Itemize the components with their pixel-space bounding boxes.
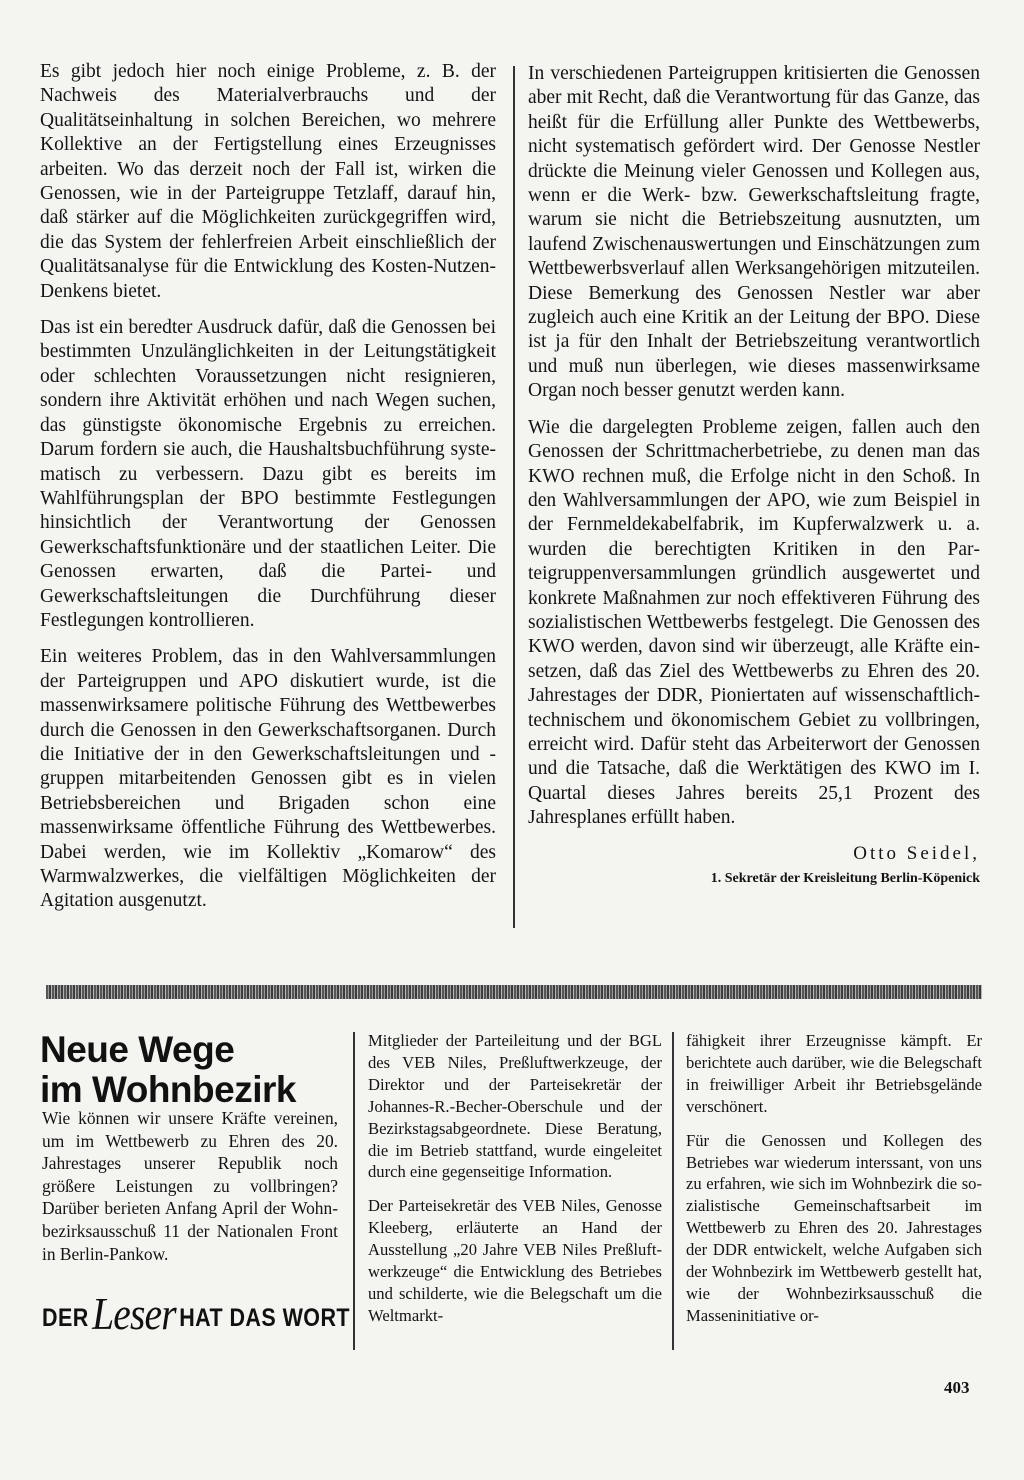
paragraph: fähigkeit ihrer Erzeugnisse kämpft. Er berichtete auch darüber, wie die Belegschaft in freiwilliger Arbeit ihr Betriebsgelände verschönert.: [686, 1031, 982, 1116]
headline-line-2: im Wohnbezirk: [40, 1069, 296, 1110]
paragraph: Das ist ein beredter Ausdruck dafür, daß die Genossen bei bestimmten Unzulänglichkeiten in der Leitungstätigkeit oder schlechten Voraussetzungen nicht resignieren, sondern ihre Aktivität erhöhen und nach Wegen suchen, das günstigste ökonomische Ergebnis zu erreichen. Darum fordern sie auch, die Haushaltsbuchführung systematisch zu verbessern. Dazu gibt es bereits im Wahlführungsplan der BPO bestimmte Festlegungen hinsichtlich der Verantwortung der Genossen Gewerkschaftsfunktionäre und der staatlichen Leiter. Die Genossen erwarten, daß die Partei- und Gewerkschaftsleitungen die Durchführung dieser Festlegungen kontrollieren.: [40, 317, 496, 631]
paragraph: Wie die dargelegten Probleme zeigen, fallen auch den Genossen der Schrittmacherbetriebe, zu denen man das KWO rechnen muß, die Erfolge nicht in den Schoß. In den Wahlversammlungen der APO, wie zum Beispiel in der Fernmeldekabelfabrik, im Kupferwalzwerk u. a. wurden die berechtigten Kritiken in den Parteigruppenversammlungen gründlich ausgewertet und konkrete Maßnahmen zur noch effektiveren Führung des sozialistischen Wettbewerbs festgelegt. Die Genossen des KWO werden, davon sind wir überzeugt, alle Kräfte einsetzen, daß das Ziel des Wettbewerbs zu Ehren des 20. Jahrestages der DDR, Pioniertaten auf wissenschaftlich-technischem und ökonomischem Gebiet zu vollbringen, erreicht wird. Dafür steht das Arbeiterwort der Genossen und die Tatsache, daß die Werktätigen des KWO im I. Quartal dieses Jahres bereits 25,1 Prozent des Jahresplanes erfüllt haben.: [528, 416, 980, 829]
paragraph: Ein weiteres Problem, das in den Wahlversammlungen der Parteigruppen und APO diskutiert wurde, ist die massenwirksamere politische Führung des Wettbewerbes durch die Genossen in den Gewerkschaftsorganen. Durch die Initiative der in den Gewerkschaftsleitungen und -gruppen mitarbeitenden Genossen gibt es in vielen Betriebsbereichen und Brigaden schon eine massenwirksame öffentliche Führung des Wettbewerbes. Dabei werden, wie im Kollektiv „Komarow“ des Warmwalzwerkes, die vielfältigen Möglichkeiten der Agitation ausgenutzt.: [40, 646, 496, 912]
rubric-logo: [42, 1287, 350, 1344]
article-intro: [42, 1107, 338, 1277]
rubric-word-der: DER: [42, 1303, 89, 1332]
article-column-left: [40, 60, 496, 926]
paragraph: Es gibt jedoch hier noch einige Probleme, z. B. der Nachweis des Materialverbrauchs und der Qualitätseinhaltung in solchen Bereichen, wo mehrere Kollektive an der Fertigstellung eines Erzeugnisses arbeiten. Wo das derzeit noch der Fall ist, wirken die Genossen, wie in der Parteigruppe Tetzlaff, darauf hin, daß stärker auf die Möglichkeiten zurückgegriffen wird, die das System der fehlerfreien Arbeit einschließlich der Qualitätsanalyse für die Entwicklung des Kosten-Nutzen-Denkens bietet.: [40, 61, 496, 302]
column-divider: [513, 66, 515, 928]
paragraph: Für die Genossen und Kollegen des Betriebes war wiederum interssant, von uns zu erfahren, wie sich im Wohnbezirk die sozialistische Gemeinschaftsarbeit im Wettbewerb zu Ehren des 20. Jahrestages der DDR entwickelt, welche Aufgaben sich der Wohnbezirk im Wettbewerb gestellt hat, wie der Wohnbezirksausschuß die Masseninitiative or-: [686, 1130, 982, 1325]
page-number: 403: [944, 1378, 970, 1397]
section-separator-rule: [46, 985, 982, 999]
article-headline: [40, 1030, 340, 1110]
intro-paragraph: Wie können wir unsere Kräfte vereinen, um im Wettbewerb zu Ehren des 20. Jahrestages unserer Republik noch größere Leistungen zu vollbringen? Darüber berieten Anfang April der Wohnbezirksausschuß 11 der Nationalen Front in Berlin-Pankow.: [42, 1108, 338, 1264]
column-divider: [353, 1032, 355, 1350]
article-column-right: [528, 62, 980, 887]
article-column-middle: [368, 1030, 662, 1339]
paragraph: Mitglieder der Parteileitung und der BGL des VEB Niles, Preßluftwerkzeuge, der Direktor und der Parteisekretär der Johannes-R.-Becher-Oberschule und der Bezirkstagsabgeordnete. Diese Beratung, die im Betrieb stattfand, wurde eingeleitet durch eine gegenseitige Information.: [368, 1031, 662, 1182]
paragraph: Der Parteisekretär des VEB Niles, Genosse Kleeberg, erläuterte an Hand der Ausstellung „20 Jahre VEB Niles Preßluftwerkzeuge“ die Entwicklung des Betriebes und schilderte, wie die Belegschaft um die Weltmarkt-: [368, 1196, 662, 1325]
paragraph: In verschiedenen Parteigruppen kritisierten die Genossen aber mit Recht, daß die Verantwortung für das Ganze, das heißt für die Erfüllung aller Punkte des Wettbewerbs, nicht systematisch gefördert wird. Der Genosse Nestler drückte die Meinung vieler Genossen und Kollegen aus, wenn er die Werk- bzw. Gewerkschaftsleitung fragte, warum sie nicht die Betriebszeitung ausnutzten, um laufend Zwischenauswertungen und Einschätzungen zum Wettbewerbsverlauf allen Werksangehörigen mitzuteilen. Diese Bemerkung des Genossen Nestler war aber zugleich auch eine Kritik an der Leitung der BPO. Diese ist ja für den Inhalt der Betriebszeitung verantwortlich und muß nun überlegen, wie dieses massenwirksame Organ noch besser genutzt werden kann.: [528, 63, 980, 402]
author-role: 1. Sekretär der Kreisleitung Berlin-Köpenick: [710, 870, 980, 886]
headline-line-1: Neue Wege: [40, 1029, 235, 1070]
rubric-word-leser: Leser: [92, 1287, 176, 1339]
rubric-word-hat-das-wort: HAT DAS WORT: [179, 1303, 350, 1332]
article-column-right-lower: [686, 1030, 982, 1339]
author-name: Otto Seidel,: [853, 842, 980, 864]
column-divider: [672, 1032, 674, 1350]
